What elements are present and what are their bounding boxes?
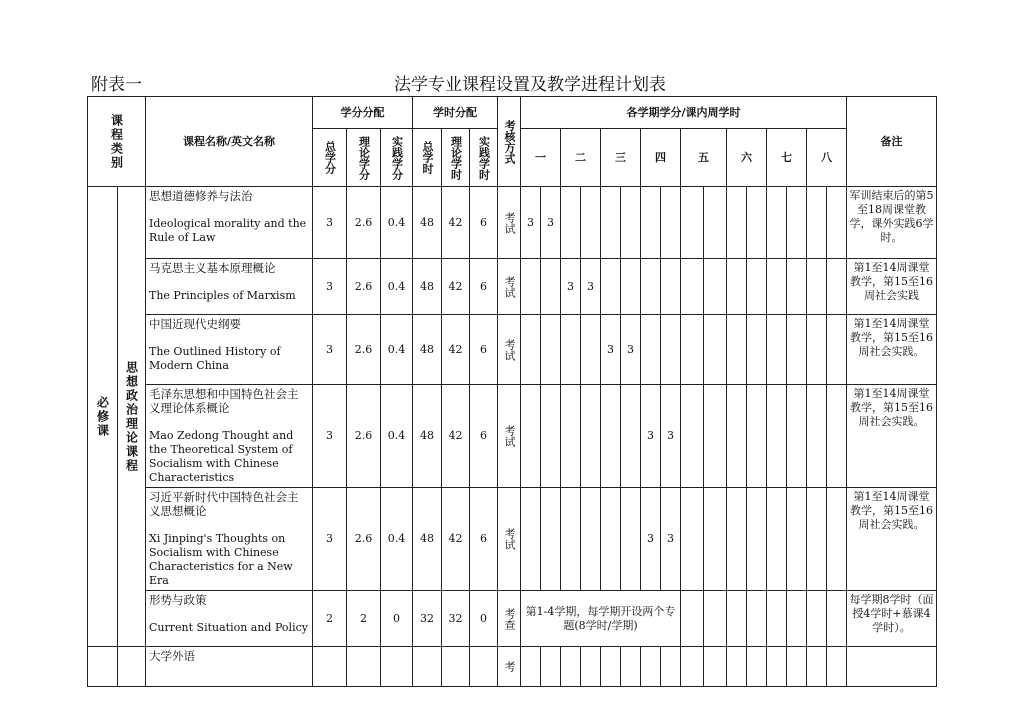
course-name	[146, 647, 313, 687]
semester-cell	[681, 187, 704, 259]
semester-cell	[727, 259, 747, 315]
semester-cell	[747, 315, 767, 385]
semester-cell	[704, 647, 727, 687]
semester-cell	[827, 647, 847, 687]
header-semester-4: 四	[641, 129, 681, 187]
category-sub-cont	[118, 647, 146, 687]
exam-method-cell: 考	[498, 647, 521, 687]
course-name-cn: 中国近现代史纲要	[149, 317, 241, 331]
credit-theory-cell: 2.6	[347, 488, 381, 591]
credit-practice-cell: 0.4	[381, 187, 413, 259]
exam-method-cell: 考试	[498, 187, 521, 259]
course-name-cn: 思想道德修养与法治	[149, 189, 253, 203]
semester-cell: 3	[641, 488, 661, 591]
semester-cell	[747, 591, 767, 647]
semester-cell	[661, 315, 681, 385]
semester-cell	[704, 187, 727, 259]
course-name	[146, 315, 313, 385]
semester-cell	[787, 187, 807, 259]
table-row	[88, 315, 937, 385]
semester-cell	[521, 385, 541, 488]
notes-cell: 第1至14周课堂教学，第15至16周社会实践。	[847, 385, 937, 488]
semester-cell	[581, 315, 601, 385]
credit-theory-cell: 2.6	[347, 385, 381, 488]
notes-cell: 第1至14周课堂教学，第15至16周社会实践	[847, 259, 937, 315]
semester-cell	[727, 591, 747, 647]
semester-cell: 3	[581, 259, 601, 315]
course-name	[146, 259, 313, 315]
course-name-cn: 马克思主义基本原理概论	[149, 261, 276, 275]
semester-cell	[827, 315, 847, 385]
semester-cell	[747, 385, 767, 488]
semester-cell: 3	[641, 385, 661, 488]
notes-cell: 第1至14周课堂教学，第15至16周社会实践。	[847, 315, 937, 385]
semester-cell	[787, 488, 807, 591]
semester-cell	[787, 315, 807, 385]
header-hour-total: 总学时	[413, 129, 442, 187]
semester-cell	[807, 385, 827, 488]
semester-cell	[767, 315, 787, 385]
hour-total-cell	[413, 647, 442, 687]
credit-theory-cell: 2	[347, 591, 381, 647]
hour-total-cell: 48	[413, 488, 442, 591]
header-credit-total: 总学分	[313, 129, 347, 187]
semester-cell	[787, 591, 807, 647]
credit-total-cell: 2	[313, 591, 347, 647]
semester-cell	[704, 488, 727, 591]
notes-cell	[847, 647, 937, 687]
header-notes: 备注	[847, 97, 937, 187]
semester-cell	[727, 488, 747, 591]
hour-theory-cell: 42	[442, 315, 470, 385]
semester-cell: 3	[661, 385, 681, 488]
credit-total-cell	[313, 647, 347, 687]
course-name-en: The Principles of Marxism	[149, 289, 296, 302]
semester-cell	[681, 315, 704, 385]
category-main: 必修课	[88, 187, 118, 647]
hour-total-cell: 48	[413, 315, 442, 385]
semester-cell: 3	[621, 315, 641, 385]
exam-method-cell: 考试	[498, 488, 521, 591]
semester-cell	[601, 259, 621, 315]
semester-cell	[681, 488, 704, 591]
semester-cell	[827, 488, 847, 591]
semester-cell	[704, 259, 727, 315]
header-semester-5: 五	[681, 129, 727, 187]
semester-cell	[601, 488, 621, 591]
semester-cell	[807, 591, 827, 647]
credit-total-cell: 3	[313, 385, 347, 488]
semester-cell	[727, 647, 747, 687]
credit-practice-cell: 0.4	[381, 259, 413, 315]
semester-cell	[727, 187, 747, 259]
semester-cell: 3	[541, 187, 561, 259]
semester-cell	[661, 187, 681, 259]
semester-cell	[681, 591, 704, 647]
header-semester-8: 八	[807, 129, 847, 187]
hour-practice-cell: 6	[470, 259, 498, 315]
header-hour-group: 学时分配	[413, 97, 498, 129]
page-title: 法学专业课程设置及教学进程计划表	[394, 75, 666, 95]
credit-total-cell: 3	[313, 315, 347, 385]
semester-cell	[581, 647, 601, 687]
header-credit-practice: 实践学分	[381, 129, 413, 187]
credit-theory-cell: 2.6	[347, 315, 381, 385]
header-category: 课程类别	[88, 97, 146, 187]
hour-practice-cell: 0	[470, 591, 498, 647]
semester-cell	[747, 187, 767, 259]
semester-cell	[767, 259, 787, 315]
semester-span-text: 第1-4学期，每学期开设两个专题(8学时/学期)	[521, 591, 681, 647]
header-semester-2: 二	[561, 129, 601, 187]
table-row	[88, 488, 937, 591]
semester-cell	[641, 647, 661, 687]
semester-cell	[621, 647, 641, 687]
course-name-cn: 形势与政策	[149, 593, 207, 607]
credit-theory-cell: 2.6	[347, 259, 381, 315]
semester-cell	[827, 591, 847, 647]
category-sub: 思想政治理论课程	[118, 187, 146, 647]
credit-total-cell: 3	[313, 259, 347, 315]
semester-cell	[827, 187, 847, 259]
course-name-en: Ideological morality and the Rule of Law	[149, 217, 307, 244]
table-row	[88, 187, 937, 259]
header-semester-1: 一	[521, 129, 561, 187]
semester-cell: 3	[561, 259, 581, 315]
semester-cell	[521, 488, 541, 591]
hour-practice-cell: 6	[470, 315, 498, 385]
hour-practice-cell: 6	[470, 187, 498, 259]
semester-cell	[561, 315, 581, 385]
semester-cell	[541, 488, 561, 591]
course-name-en: Xi Jinping's Thoughts on Socialism with Chinese Characteristics for a New Era	[149, 532, 293, 587]
semester-cell	[661, 259, 681, 315]
semester-cell	[767, 591, 787, 647]
hour-total-cell: 48	[413, 187, 442, 259]
hour-practice-cell: 6	[470, 385, 498, 488]
semester-cell	[541, 647, 561, 687]
semester-cell	[681, 259, 704, 315]
table-row	[88, 259, 937, 315]
credit-practice-cell	[381, 647, 413, 687]
semester-cell	[561, 647, 581, 687]
header-semester-7: 七	[767, 129, 807, 187]
hour-theory-cell	[442, 647, 470, 687]
semester-cell	[541, 259, 561, 315]
semester-cell	[561, 385, 581, 488]
semester-cell	[747, 259, 767, 315]
semester-cell: 3	[661, 488, 681, 591]
header-hour-practice: 实践学时	[470, 129, 498, 187]
table-row	[88, 385, 937, 488]
semester-cell	[767, 647, 787, 687]
credit-total-cell: 3	[313, 187, 347, 259]
semester-cell	[521, 315, 541, 385]
course-name-en: Current Situation and Policy	[149, 621, 308, 634]
semester-cell	[601, 385, 621, 488]
appendix-label: 附表一	[91, 75, 142, 95]
hour-total-cell: 48	[413, 385, 442, 488]
semester-cell	[807, 488, 827, 591]
semester-cell	[641, 259, 661, 315]
header-semester-group: 各学期学分/课内周学时	[521, 97, 847, 129]
course-name-cn: 大学外语	[149, 649, 195, 663]
semester-cell	[747, 647, 767, 687]
course-name	[146, 187, 313, 259]
semester-cell	[704, 591, 727, 647]
semester-cell	[747, 488, 767, 591]
semester-cell	[807, 315, 827, 385]
category-main-cont	[88, 647, 118, 687]
header-semester-6: 六	[727, 129, 767, 187]
semester-cell	[807, 647, 827, 687]
semester-cell	[681, 385, 704, 488]
credit-practice-cell: 0.4	[381, 385, 413, 488]
credit-practice-cell: 0.4	[381, 488, 413, 591]
semester-cell	[704, 315, 727, 385]
hour-practice-cell: 6	[470, 488, 498, 591]
semester-cell	[621, 385, 641, 488]
course-name-cn: 毛泽东思想和中国特色社会主义理论体系概论	[149, 387, 299, 415]
header-exam: 考核方式	[498, 97, 521, 187]
hour-theory-cell: 42	[442, 187, 470, 259]
semester-cell	[787, 259, 807, 315]
course-name	[146, 488, 313, 591]
course-name-en: Mao Zedong Thought and the Theoretical System of Socialism with Chinese Characteristics	[149, 429, 294, 484]
semester-cell	[621, 259, 641, 315]
credit-practice-cell: 0.4	[381, 315, 413, 385]
semester-cell	[601, 187, 621, 259]
semester-cell	[521, 259, 541, 315]
notes-cell: 第1至14周课堂教学，第15至16周社会实践。	[847, 488, 937, 591]
course-name	[146, 591, 313, 647]
semester-cell: 3	[601, 315, 621, 385]
exam-method-cell: 考查	[498, 591, 521, 647]
hour-theory-cell: 42	[442, 385, 470, 488]
notes-cell: 每学期8学时（面授4学时+慕课4学时）。	[847, 591, 937, 647]
course-name-cn: 习近平新时代中国特色社会主义思想概论	[149, 490, 299, 518]
table-row	[88, 647, 937, 687]
hour-theory-cell: 42	[442, 488, 470, 591]
header-semester-3: 三	[601, 129, 641, 187]
credit-theory-cell	[347, 647, 381, 687]
semester-cell	[681, 647, 704, 687]
curriculum-table	[87, 96, 937, 687]
semester-cell	[581, 488, 601, 591]
semester-cell: 3	[521, 187, 541, 259]
credit-practice-cell: 0	[381, 591, 413, 647]
semester-cell	[641, 187, 661, 259]
header-hour-theory: 理论学时	[442, 129, 470, 187]
semester-cell	[787, 385, 807, 488]
semester-cell	[767, 488, 787, 591]
semester-cell	[787, 647, 807, 687]
hour-total-cell: 48	[413, 259, 442, 315]
semester-cell	[581, 187, 601, 259]
semester-cell	[827, 385, 847, 488]
header-course-name: 课程名称/英文名称	[146, 97, 313, 187]
hour-theory-cell: 32	[442, 591, 470, 647]
semester-cell	[541, 385, 561, 488]
semester-cell	[827, 259, 847, 315]
hour-theory-cell: 42	[442, 259, 470, 315]
semester-cell	[807, 259, 827, 315]
credit-total-cell: 3	[313, 488, 347, 591]
semester-cell	[521, 647, 541, 687]
hour-practice-cell	[470, 647, 498, 687]
header-credit-theory: 理论学分	[347, 129, 381, 187]
semester-cell	[561, 488, 581, 591]
table-row	[88, 591, 937, 647]
exam-method-cell: 考试	[498, 315, 521, 385]
exam-method-cell: 考试	[498, 385, 521, 488]
course-name-en: The Outlined History of Modern China	[149, 345, 281, 372]
semester-cell	[767, 187, 787, 259]
semester-cell	[767, 385, 787, 488]
semester-cell	[621, 187, 641, 259]
semester-cell	[601, 647, 621, 687]
semester-cell	[541, 315, 561, 385]
semester-cell	[807, 187, 827, 259]
exam-method-cell: 考试	[498, 259, 521, 315]
semester-cell	[727, 315, 747, 385]
notes-cell: 军训结束后的第5至18周课堂教学，课外实践6学时。	[847, 187, 937, 259]
semester-cell	[727, 385, 747, 488]
semester-cell	[661, 647, 681, 687]
hour-total-cell: 32	[413, 591, 442, 647]
header-credit-group: 学分分配	[313, 97, 413, 129]
credit-theory-cell: 2.6	[347, 187, 381, 259]
semester-cell	[581, 385, 601, 488]
semester-cell	[641, 315, 661, 385]
semester-cell	[561, 187, 581, 259]
course-name	[146, 385, 313, 488]
semester-cell	[704, 385, 727, 488]
semester-cell	[621, 488, 641, 591]
